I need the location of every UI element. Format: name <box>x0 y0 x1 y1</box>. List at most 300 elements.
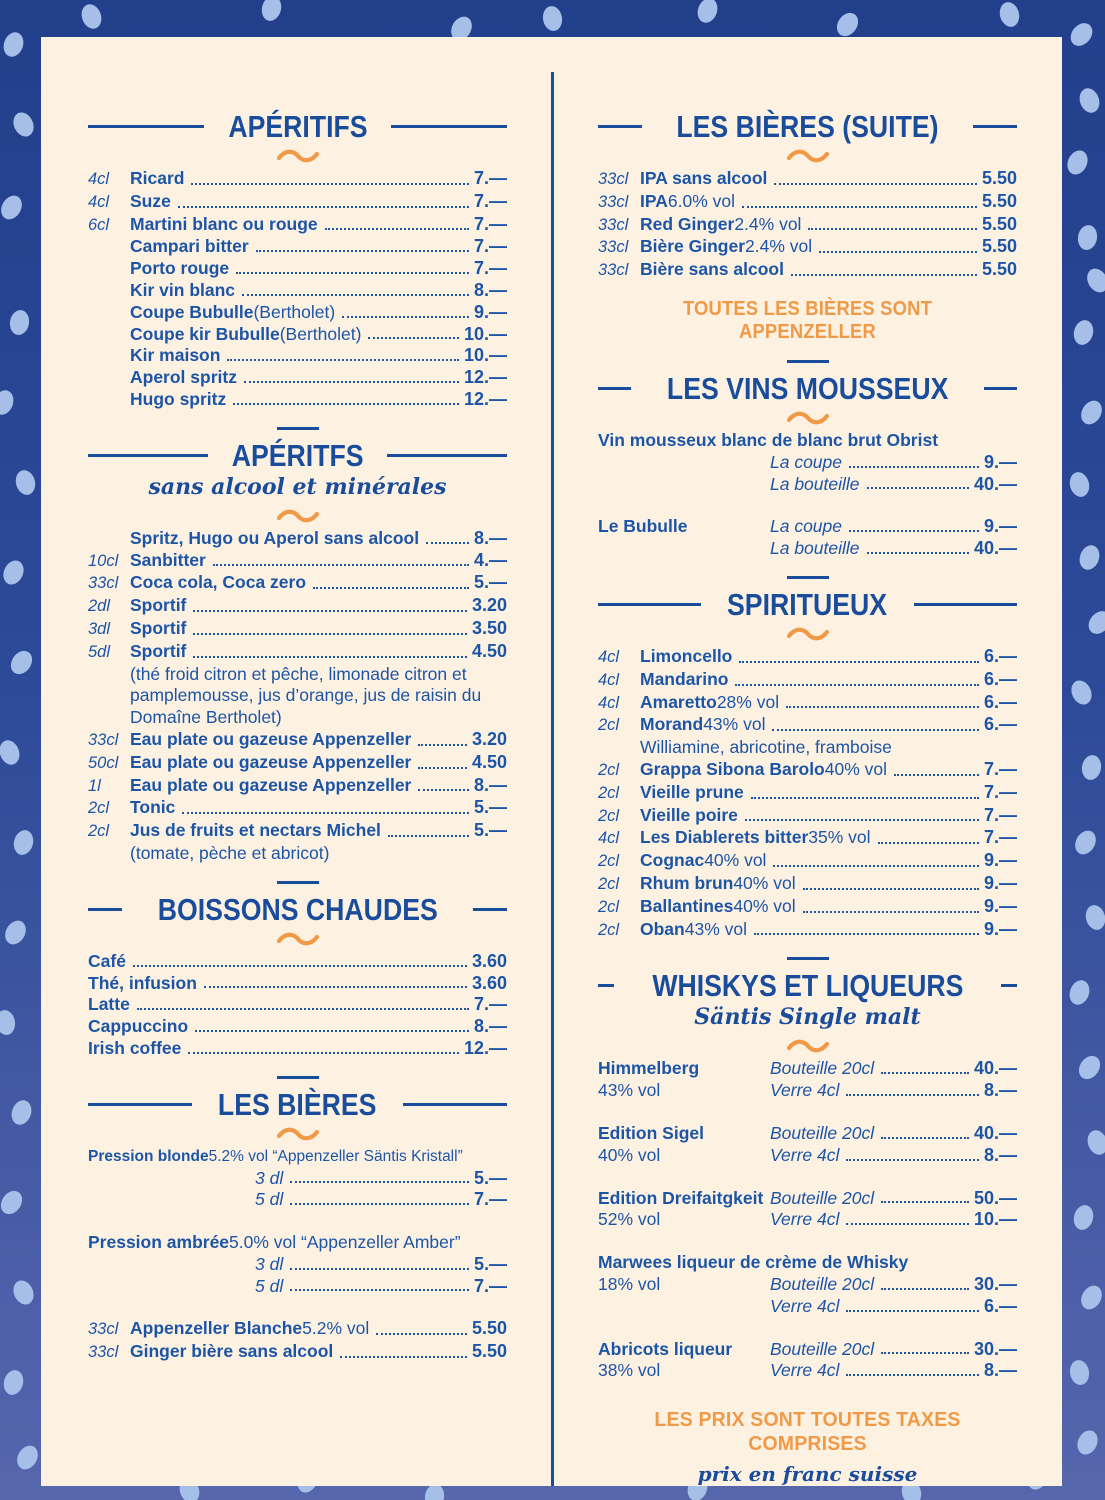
section-separator <box>787 576 829 579</box>
menu-item <box>598 1339 1017 1361</box>
size-label: 2cl <box>598 920 620 939</box>
tilde-decoration <box>88 932 507 946</box>
background-dot <box>1 1368 26 1397</box>
item-note: Williamine, abricotine, framboise <box>640 737 892 758</box>
serving-label: Verre 4cl <box>770 1080 840 1101</box>
background-dot <box>8 1098 34 1128</box>
item-list <box>88 168 507 411</box>
section-separator <box>277 1076 319 1079</box>
menu-subitem <box>88 1254 507 1276</box>
item-name: Café <box>88 950 126 971</box>
item-name: Irish coffee <box>88 1037 182 1058</box>
background-dot <box>1084 607 1105 638</box>
header-line <box>88 125 204 128</box>
section-subtitle: sans alcool et minérales <box>148 473 447 500</box>
background-dot <box>11 828 36 857</box>
dotted-leader <box>803 911 979 913</box>
item-price: 12.— <box>463 367 507 388</box>
dotted-leader <box>195 1030 469 1032</box>
item-detail: 28% vol <box>716 691 780 712</box>
dotted-leader <box>849 466 979 468</box>
item-name: Cappuccino <box>88 1016 189 1037</box>
size-label: 33cl <box>598 170 629 188</box>
size-label: 6cl <box>88 215 110 234</box>
item-price: 8.— <box>473 1016 507 1037</box>
dotted-leader <box>340 1356 467 1358</box>
size-label: 33cl <box>598 261 629 280</box>
menu-item <box>88 973 507 995</box>
item-detail: 2.4% vol <box>745 236 813 257</box>
menu-item <box>598 1145 1017 1167</box>
item-name: Jus de fruits et nectars Michel <box>130 820 381 841</box>
dotted-leader <box>191 183 469 185</box>
serving-label: Bouteille 20cl <box>770 1187 875 1208</box>
item-price: 5.— <box>473 820 507 841</box>
item-price: 6.— <box>983 1295 1017 1316</box>
item-name: Coca cola, Coca zero <box>130 572 307 593</box>
item-price: 4.50 <box>471 751 507 772</box>
menu-item <box>598 714 1017 737</box>
dotted-leader <box>418 767 467 769</box>
dotted-leader <box>227 359 459 361</box>
item-name: Coupe kir Bubulle <box>130 323 280 344</box>
header-line <box>984 387 1017 390</box>
background-dot <box>0 738 23 768</box>
tilde-icon <box>276 1127 320 1141</box>
dotted-leader <box>213 564 469 566</box>
dotted-leader <box>193 633 467 635</box>
serving-label: Bouteille 20cl <box>770 1058 875 1079</box>
item-price: 5.50 <box>981 213 1017 234</box>
menu-item <box>598 1274 1017 1296</box>
item-price: 10.— <box>463 345 507 366</box>
item-price: 5.— <box>473 797 507 818</box>
dotted-leader <box>178 206 469 208</box>
item-detail: 5.0% vol “Appenzeller Amber” <box>229 1232 461 1253</box>
menu-item <box>88 191 507 214</box>
size-label: 4cl <box>88 192 110 211</box>
background-dot <box>541 5 564 33</box>
item-list <box>88 951 507 1060</box>
item-price: 7.— <box>473 1275 507 1296</box>
serving-label: Bouteille 20cl <box>770 1122 875 1143</box>
item-name: Aperol spritz <box>130 367 237 388</box>
item-detail: 40% vol <box>704 850 767 871</box>
background-dot <box>1064 147 1092 178</box>
item-price: 7.— <box>983 758 1017 779</box>
item-name: Martini blanc ou rouge <box>130 213 318 234</box>
tilde-decoration <box>598 627 1017 641</box>
background-dot <box>1076 224 1099 252</box>
background-dot <box>1083 265 1105 296</box>
item-price: 5.50 <box>471 1318 507 1339</box>
group-spacer <box>598 495 1017 516</box>
background-dot <box>0 1009 17 1037</box>
tilde-decoration <box>88 509 507 523</box>
menu-item <box>598 430 1017 452</box>
background-dot <box>1067 470 1092 499</box>
menu-item <box>598 850 1017 873</box>
tilde-decoration <box>88 149 507 163</box>
background-dot <box>1075 1052 1105 1083</box>
dotted-leader <box>188 1052 459 1054</box>
price-footer <box>598 1408 1017 1486</box>
item-name: Edition Sigel <box>598 1122 704 1143</box>
background-dot <box>1084 1128 1105 1158</box>
menu-item <box>598 782 1017 805</box>
section-subtitle: Säntis Single malt <box>694 1004 921 1031</box>
dotted-leader <box>846 1223 969 1225</box>
item-name: Porto rouge <box>130 258 230 279</box>
item-name: Vieille poire <box>640 804 738 825</box>
item-price: 9.— <box>473 301 507 322</box>
header-line <box>88 454 208 457</box>
menu-item <box>88 1232 507 1254</box>
dotted-leader <box>182 812 469 814</box>
background-dot <box>1076 86 1102 116</box>
item-price: 30.— <box>973 1338 1017 1359</box>
dotted-leader <box>376 1333 467 1335</box>
background-dot <box>1083 903 1105 932</box>
background-dot <box>1071 1203 1096 1232</box>
item-price: 12.— <box>463 1037 507 1058</box>
dotted-leader <box>881 1352 969 1354</box>
item-list <box>598 646 1017 941</box>
background-dot <box>1074 1427 1102 1458</box>
background-dot <box>0 388 17 418</box>
background-dot <box>1066 978 1092 1008</box>
item-detail: 40% vol <box>733 872 796 893</box>
column-divider <box>551 72 554 1486</box>
item-price: 7.— <box>473 190 507 211</box>
size-label: 2cl <box>88 799 110 818</box>
background-dot <box>13 468 38 497</box>
item-list <box>598 430 1017 560</box>
serving-label: Verre 4cl <box>770 1209 840 1230</box>
size-label: 33cl <box>598 215 629 234</box>
dotted-leader <box>751 797 979 799</box>
item-price: 10.— <box>973 1209 1017 1230</box>
dotted-leader <box>204 986 467 988</box>
item-name: Suze <box>130 190 171 211</box>
header-line <box>598 984 614 987</box>
background-dot <box>1068 1359 1091 1387</box>
menu-item <box>88 820 507 843</box>
section-separator <box>277 427 319 430</box>
background-dot <box>1071 827 1100 858</box>
header-line <box>598 125 642 128</box>
header-line <box>973 125 1017 128</box>
menu-item <box>88 367 507 389</box>
background-dot <box>0 192 26 223</box>
background-dot <box>0 1187 26 1218</box>
menu-subitem <box>88 1276 507 1298</box>
serving-label: La coupe <box>770 516 843 537</box>
dotted-leader <box>388 835 469 837</box>
tilde-icon <box>276 509 320 523</box>
group-spacer <box>88 1211 507 1232</box>
menu-item <box>598 1209 1017 1231</box>
item-list <box>88 528 507 865</box>
header-line <box>1001 984 1017 987</box>
header-line <box>88 1103 192 1106</box>
size-label: 50cl <box>88 753 119 772</box>
size-label: 2cl <box>598 806 620 825</box>
item-name: Vieille prune <box>640 781 744 802</box>
dotted-leader <box>808 228 977 230</box>
item-name: Eau plate ou gazeuse Appenzeller <box>130 728 412 749</box>
section-header <box>88 111 507 142</box>
item-price: 7.— <box>983 827 1017 848</box>
dotted-leader <box>881 1288 969 1290</box>
section-title: WHISKYS ET LIQUEURS <box>651 968 964 1004</box>
group-spacer <box>598 1318 1017 1339</box>
dotted-leader <box>426 542 469 544</box>
background-dot <box>1077 1282 1105 1313</box>
item-price: 7.— <box>473 213 507 234</box>
menu-item <box>88 951 507 973</box>
background-dot <box>10 109 38 140</box>
item-price: 9.— <box>983 872 1017 893</box>
dotted-leader <box>881 1072 969 1074</box>
item-name: IPA sans alcool <box>640 168 768 188</box>
item-name: Grappa Sibona Barolo <box>640 758 825 779</box>
menu-subitem <box>88 1189 507 1211</box>
item-name: Sportif <box>130 595 187 616</box>
item-price: 5.50 <box>471 1341 507 1362</box>
dotted-leader <box>735 684 979 686</box>
item-price: 50.— <box>973 1187 1017 1208</box>
item-price: 9.— <box>983 918 1017 939</box>
item-note: (tomate, pèche et abricot) <box>130 842 330 863</box>
item-detail: 40% vol <box>824 758 888 779</box>
item-price: 40.— <box>973 473 1017 494</box>
size-label: 33cl <box>88 574 119 593</box>
menu-item <box>598 669 1017 692</box>
tilde-decoration <box>88 1127 507 1141</box>
section-header <box>598 370 1017 406</box>
group-spacer <box>88 1297 507 1318</box>
item-price: 4.— <box>473 549 507 570</box>
item-detail: 43% vol <box>684 918 747 939</box>
section-separator <box>277 881 319 884</box>
background-dot <box>1080 754 1103 782</box>
size-label: 4cl <box>598 670 620 689</box>
item-price: 8.— <box>473 527 507 548</box>
dotted-leader <box>803 888 979 890</box>
dotted-leader <box>867 487 969 489</box>
menu-item <box>88 389 507 411</box>
menu-item <box>88 324 507 346</box>
item-price: 3.20 <box>471 728 507 749</box>
menu-item <box>598 896 1017 919</box>
serving-label: Verre 4cl <box>770 1295 840 1316</box>
size-label: 2cl <box>88 822 110 841</box>
menu-item <box>88 528 507 550</box>
dotted-leader <box>290 1268 469 1270</box>
serving-label: 5 dl <box>255 1189 284 1210</box>
background-dot <box>1 917 30 948</box>
size-label: 2cl <box>598 897 620 916</box>
section-separator <box>787 360 829 363</box>
background-dot <box>1066 19 1097 50</box>
item-name: Morand <box>640 714 704 735</box>
size-label: 2cl <box>598 874 620 893</box>
item-name: Campari bitter <box>130 236 249 257</box>
section-title: BOISSONS CHAUDES <box>157 891 438 927</box>
section-title: LES BIÈRES (SUITE) <box>676 109 939 144</box>
item-price: 7.— <box>983 781 1017 802</box>
dotted-leader <box>739 661 979 663</box>
size-label: 5dl <box>88 642 111 661</box>
item-detail: 2.4% vol <box>734 213 802 234</box>
item-price: 7.— <box>983 804 1017 825</box>
item-price: 6.— <box>983 645 1017 666</box>
size-label: 1l <box>88 776 101 795</box>
dotted-leader <box>193 610 467 612</box>
item-price: 8.— <box>473 279 507 300</box>
item-price: 8.— <box>983 1144 1017 1165</box>
item-name: Oban <box>640 918 685 939</box>
item-name: 38% vol <box>598 1360 661 1381</box>
menu-item <box>88 236 507 258</box>
taxes-note: LES PRIX SONT TOUTES TAXES COMPRISES <box>654 1408 961 1456</box>
dotted-leader <box>846 1159 979 1161</box>
menu-item <box>598 516 1017 538</box>
item-price: 5.50 <box>981 168 1017 188</box>
tilde-icon <box>786 627 830 641</box>
menu-item <box>88 550 507 573</box>
item-detail: 40% vol <box>733 895 796 916</box>
dotted-leader <box>791 274 977 276</box>
menu-item <box>88 994 507 1016</box>
item-price: 5.50 <box>981 190 1017 211</box>
background-dot <box>1076 543 1102 573</box>
dotted-leader <box>881 1201 969 1203</box>
item-price: 9.— <box>983 451 1017 472</box>
item-name: Red Ginger <box>640 213 735 234</box>
menu-item <box>88 168 507 191</box>
dotted-leader <box>881 1137 969 1139</box>
item-price: 40.— <box>973 1058 1017 1079</box>
item-name: Ballantines <box>640 895 734 916</box>
size-label: 33cl <box>88 1320 119 1339</box>
header-line <box>914 603 1017 606</box>
item-detail: 6.0% vol <box>667 190 735 211</box>
dotted-leader <box>233 403 459 405</box>
menu-item <box>598 214 1017 237</box>
item-price: 5.50 <box>981 259 1017 280</box>
menu-item <box>88 1038 507 1060</box>
menu-item <box>88 729 507 752</box>
item-name: Sportif <box>130 640 187 661</box>
item-name: IPA <box>640 190 668 211</box>
menu-item <box>598 1296 1017 1318</box>
item-price: 3.60 <box>471 972 507 993</box>
menu-item <box>598 259 1017 282</box>
item-price: 30.— <box>973 1273 1017 1294</box>
background-dot <box>0 30 26 60</box>
item-name: Sportif <box>130 617 187 638</box>
menu-item <box>598 759 1017 782</box>
menu-item <box>88 302 507 324</box>
section-header <box>598 586 1017 622</box>
group-spacer <box>598 1231 1017 1252</box>
item-list <box>598 168 1017 344</box>
item-name: 18% vol <box>598 1273 661 1294</box>
background-dot <box>78 2 104 32</box>
section-title: APÉRITFS <box>231 437 364 473</box>
dotted-leader <box>342 316 469 318</box>
dotted-leader <box>193 656 467 658</box>
item-price: 9.— <box>983 850 1017 871</box>
menu-column-left <box>88 37 507 1486</box>
item-name: Hugo spritz <box>130 388 227 409</box>
serving-label: La bouteille <box>770 473 860 494</box>
item-price: 5.— <box>473 1167 507 1188</box>
item-price: 7.— <box>473 258 507 279</box>
section-header <box>88 437 507 473</box>
dotted-leader <box>236 272 469 274</box>
dotted-leader <box>133 965 467 967</box>
item-name: Spritz, Hugo ou Aperol sans alcool <box>130 527 420 548</box>
tilde-icon <box>786 1039 830 1053</box>
item-price: 7.— <box>473 994 507 1015</box>
menu-item <box>598 919 1017 942</box>
item-name: Bière sans alcool <box>640 259 784 280</box>
item-detail: 43% vol <box>703 714 766 735</box>
menu-item <box>88 775 507 798</box>
menu-item <box>88 1016 507 1038</box>
menu-item <box>88 752 507 775</box>
item-price: 12.— <box>463 388 507 409</box>
menu-item <box>598 873 1017 896</box>
background-dot <box>10 1277 38 1308</box>
menu-item <box>598 236 1017 259</box>
dotted-leader <box>313 587 469 589</box>
tilde-icon <box>276 932 320 946</box>
dotted-leader <box>256 250 469 252</box>
size-label: 33cl <box>598 238 629 257</box>
item-name: Ricard <box>130 168 185 188</box>
menu-item <box>598 805 1017 828</box>
background-dot <box>833 9 863 40</box>
item-name: Pression ambrée <box>88 1232 230 1253</box>
background-dot <box>259 0 284 23</box>
menu-item <box>88 797 507 820</box>
dotted-leader <box>849 530 979 532</box>
item-name: Thé, infusion <box>88 972 197 993</box>
item-price: 6.— <box>983 714 1017 735</box>
item-name: 52% vol <box>598 1209 661 1230</box>
section-title: APÉRITIFS <box>227 109 368 144</box>
item-price: 40.— <box>973 1122 1017 1143</box>
dotted-leader <box>290 1289 469 1291</box>
menu-item <box>88 214 507 237</box>
background-dot <box>0 557 27 588</box>
group-spacer <box>598 1102 1017 1123</box>
item-price: 5.— <box>473 1253 507 1274</box>
item-price: 7.— <box>473 236 507 257</box>
dotted-leader <box>368 337 459 339</box>
dotted-leader <box>846 1310 979 1312</box>
item-name: Appenzeller Blanche <box>130 1318 303 1339</box>
item-name: Mandarino <box>640 668 729 689</box>
item-name: Tonic <box>130 797 176 818</box>
dotted-leader <box>786 706 979 708</box>
header-line <box>391 125 507 128</box>
menu-item <box>598 1360 1017 1382</box>
